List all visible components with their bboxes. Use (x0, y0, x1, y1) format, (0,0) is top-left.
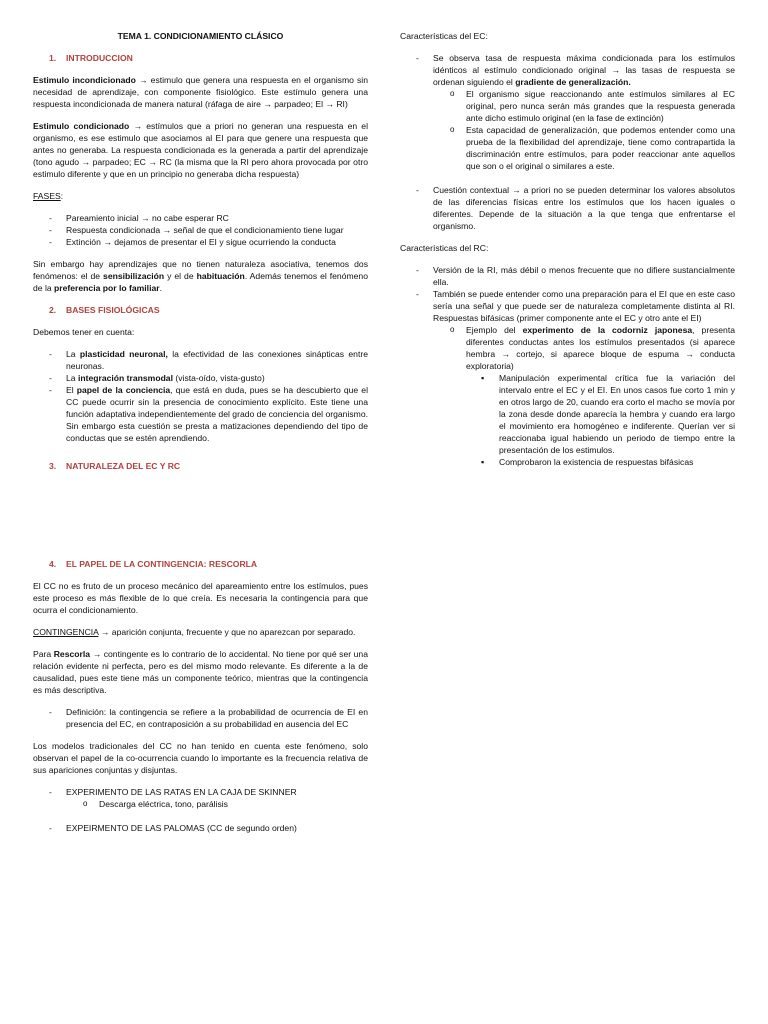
list-item: - Versión de la RI, más débil o menos frecuente que no difiere sustancialmente ella. (400, 264, 735, 288)
caracteristicas-rc-label: Características del RC: (400, 243, 489, 253)
section-heading-naturaleza: 3. NATURALEZA DEL EC Y RC (49, 461, 181, 471)
list-item: - Respuesta condicionada → señal de que el condicionamiento tiene lugar (33, 224, 368, 236)
section-heading-introduccion: 1. INTRODUCCION (49, 53, 133, 63)
sub-list (433, 324, 735, 468)
sub-sub-list (466, 372, 735, 468)
list-item: - EXPERIMENTO DE LAS RATAS EN LA CAJA DE SKINNER o Descarga eléctrica, tono, parálisis (33, 786, 368, 810)
bases-list (33, 348, 368, 444)
list-item: o Ejemplo del experimento de la codorniz japonesa, presenta diferentes conductas antes los estímulos presentados (si aparece hembra → cortejo, si aparece bloque de espuma → conducta exploratoria) ▪ Manipulación experimental crítica fue la variación del intervalo entre el EC y el EI. En unos casos fue corto 1 min y en otros largo de 20, cuando era corto el macho se movía por la zona desde donde aparecía la hembra y cuando era largo el movimiento era homogéneo e indiferente. Querían ver si reaccionaba igual habiendo un periodo de tiempo entre la presentación de los estimulos. ▪ Comprobaron la existencia de respuestas bifásicas (433, 324, 735, 468)
list-item: ▪ Comprobaron la existencia de respuestas bifásicas (466, 456, 735, 468)
caracteristicas-ec-label: Características del EC: (400, 31, 488, 41)
paragraph-contingencia: CONTINGENCIA → aparición conjunta, frecuente y que no aparezcan por separado. (33, 627, 356, 637)
list-item: - Definición: la contingencia se refiere a la probabilidad de ocurrencia de EI en presencia del EC, en contraposición a su probabilidad en ausencia del EC (33, 706, 368, 730)
list-item: - La plasticidad neuronal, la efectividad de las conexiones sinápticas entre neuronas. (33, 348, 368, 372)
definicion-list (33, 706, 368, 730)
paragraph-estimulo-condicionado: Estimulo condicionado → estímulos que a priori no generan una respuesta en el organismo, es ese estimulo que asociamos al EI para que genere una respuesta que antes no generaba. La respuesta condicionada es la generada a partir del aprendizaje (tono agudo → parpadeo; EC → RC (la misma que la RI pero ahora provocada por otro estimulo diferente y que en un principio no generaba dicha respuesta) (33, 121, 368, 179)
list-item: - Pareamiento inicial → no cabe esperar RC (33, 212, 368, 224)
sub-list (433, 88, 735, 172)
fases-list (33, 212, 368, 248)
list-item: - También se puede entender como una preparación para el EI que en este caso sería una señal y que puede ser de naturaleza completamente distinta al RI. Respuestas bifásicas (primer componente ante el EC y otro ante el EI) o Ejemplo del experimento de la codorniz japonesa, presenta diferentes conductas antes los estímulos presentados (si aparece hembra → cortejo, si aparece bloque de espuma → conducta exploratoria) ▪ Manipulación experimental crítica fue la variación del intervalo entre el EC y el EI. En unos casos fue corto 1 min y en otros largo de 20, cuando era corto el macho se movía por la zona desde donde aparecía la hembra y cuando era largo el movimiento era homogéneo e indiferente. Querían ver si reaccionaba igual habiendo un periodo de tiempo entre la presentación de los estimulos. ▪ Comprobaron la existencia de respuestas bifásicas (400, 288, 735, 468)
ec-list (400, 52, 735, 232)
list-item: o El organismo sigue reaccionando ante estímulos similares al EC original, pero nunca serán más grandes que la respuesta generada ante dicho estimulo original (en la fase de extinción) (433, 88, 735, 124)
sub-list (66, 798, 368, 810)
paragraph-cc: El CC no es fruto de un proceso mecánico del apareamiento entre los estímulos, pues este proceso es más flexible de lo que creía. Es necesaria la contingencia para que ocurra el condicionamiento. (33, 581, 368, 615)
paragraph-modelos: Los modelos tradicionales del CC no han tenido en cuenta este fenómeno, solo observan el papel de la co-ocurrencia cuando lo importante es la frecuencia relativa de sus apariciones conjuntas y disjuntas. (33, 741, 368, 775)
experimentos-list (33, 786, 368, 834)
document-title: TEMA 1. CONDICIONAMIENTO CLÁSICO (117, 31, 284, 41)
paragraph-debemos: Debemos tener en cuenta: (33, 327, 135, 337)
list-item: o Descarga eléctrica, tono, parálisis (66, 798, 368, 810)
rc-list (400, 264, 735, 468)
list-item: - La integración transmodal (vista-oído, vista-gusto) (33, 372, 368, 384)
list-item: - El papel de la conciencia, que está en duda, pues se ha descubierto que el CC puede ocurrir sin la presencia de conocimiento explícito. Este tiene una función adaptativa independientemente del grado de conciencia del organismo. Sin embargo esta cuestión se presta a matizaciones dependiendo del tipo de conductas que se estén aprendiendo. (33, 384, 368, 444)
section-heading-contingencia: 4. EL PAPEL DE LA CONTINGENCIA: RESCORLA (49, 559, 258, 569)
section-heading-bases: 2. BASES FISIOLÓGICAS (49, 305, 160, 315)
paragraph-estimulo-incondicionado: Estimulo incondicionado → estimulo que genera una respuesta en el organismo sin necesidad de aprendizaje, con componente fisiológico. Este estímulo genera una respuesta incondicionada de manera natural (ráfaga de aire → parpadeo; El → RI) (33, 75, 368, 109)
list-item: o Esta capacidad de generalización, que podemos entender como una prueba de la flexibilidad del aprendizaje, tiene como contrapartida la discriminación entre estímulos, para poder reaccionar ante aquellos que son o el original o similares a este. (433, 124, 735, 172)
list-item: ▪ Manipulación experimental crítica fue la variación del intervalo entre el EC y el EI. En unos casos fue corto 1 min y en otros largo de 20, cuando era corto el macho se movía por la zona desde donde aparecía la hembra y cuando era largo el movimiento era homogéneo e indiferente. Querían ver si reaccionaba igual habiendo un periodo de tiempo entre la presentación de los estimulos. (466, 372, 735, 456)
list-item: - Se observa tasa de respuesta máxima condicionada para los estímulos idénticos al estímulo condicionado original → las tasas de respuesta se ordenan siguiendo el gradiente de generalización. o El organismo sigue reaccionando ante estímulos similares al EC original, pero nunca serán más grandes que la respuesta generada ante dicho estimulo original (en la fase de extinción) o Esta capacidad de generalización, que podemos entender como una prueba de la flexibilidad del aprendizaje, tiene como contrapartida la discriminación entre estímulos, para poder reaccionar ante aquellos que son o el original o similares a este. (400, 52, 735, 172)
paragraph-sin-embargo: Sin embargo hay aprendizajes que no tienen naturaleza asociativa, tenemos dos fenómenos: el de sensibilización y el de habituación. Además tenemos el fenómeno de la preferencia por lo familiar. (33, 259, 368, 293)
list-item: - Extinción → dejamos de presentar el EI y sigue ocurriendo la conducta (33, 236, 368, 248)
paragraph-rescorla: Para Rescorla → contingente es lo contrario de lo accidental. No tiene por qué ser una relación evidente ni perfecta, pero es del mismo modo relevante. Es diferente a la de causalidad, pues este tiene más un componente teórico, mientras que la contingencia es más descriptiva. (33, 649, 368, 695)
right-column (400, 30, 735, 478)
fases-label: FASES: (33, 191, 64, 201)
list-item: - Cuestión contextual → a priori no se pueden determinar los valores absolutos de las diferencias físicas entre los estímulos que los hacen iguales o diferentes. Depende de la situación a la que tenga que enfrentarse el organismo. (400, 184, 735, 232)
left-column (33, 30, 368, 834)
list-item: - EXPEIRMENTO DE LAS PALOMAS (CC de segundo orden) (33, 822, 368, 834)
